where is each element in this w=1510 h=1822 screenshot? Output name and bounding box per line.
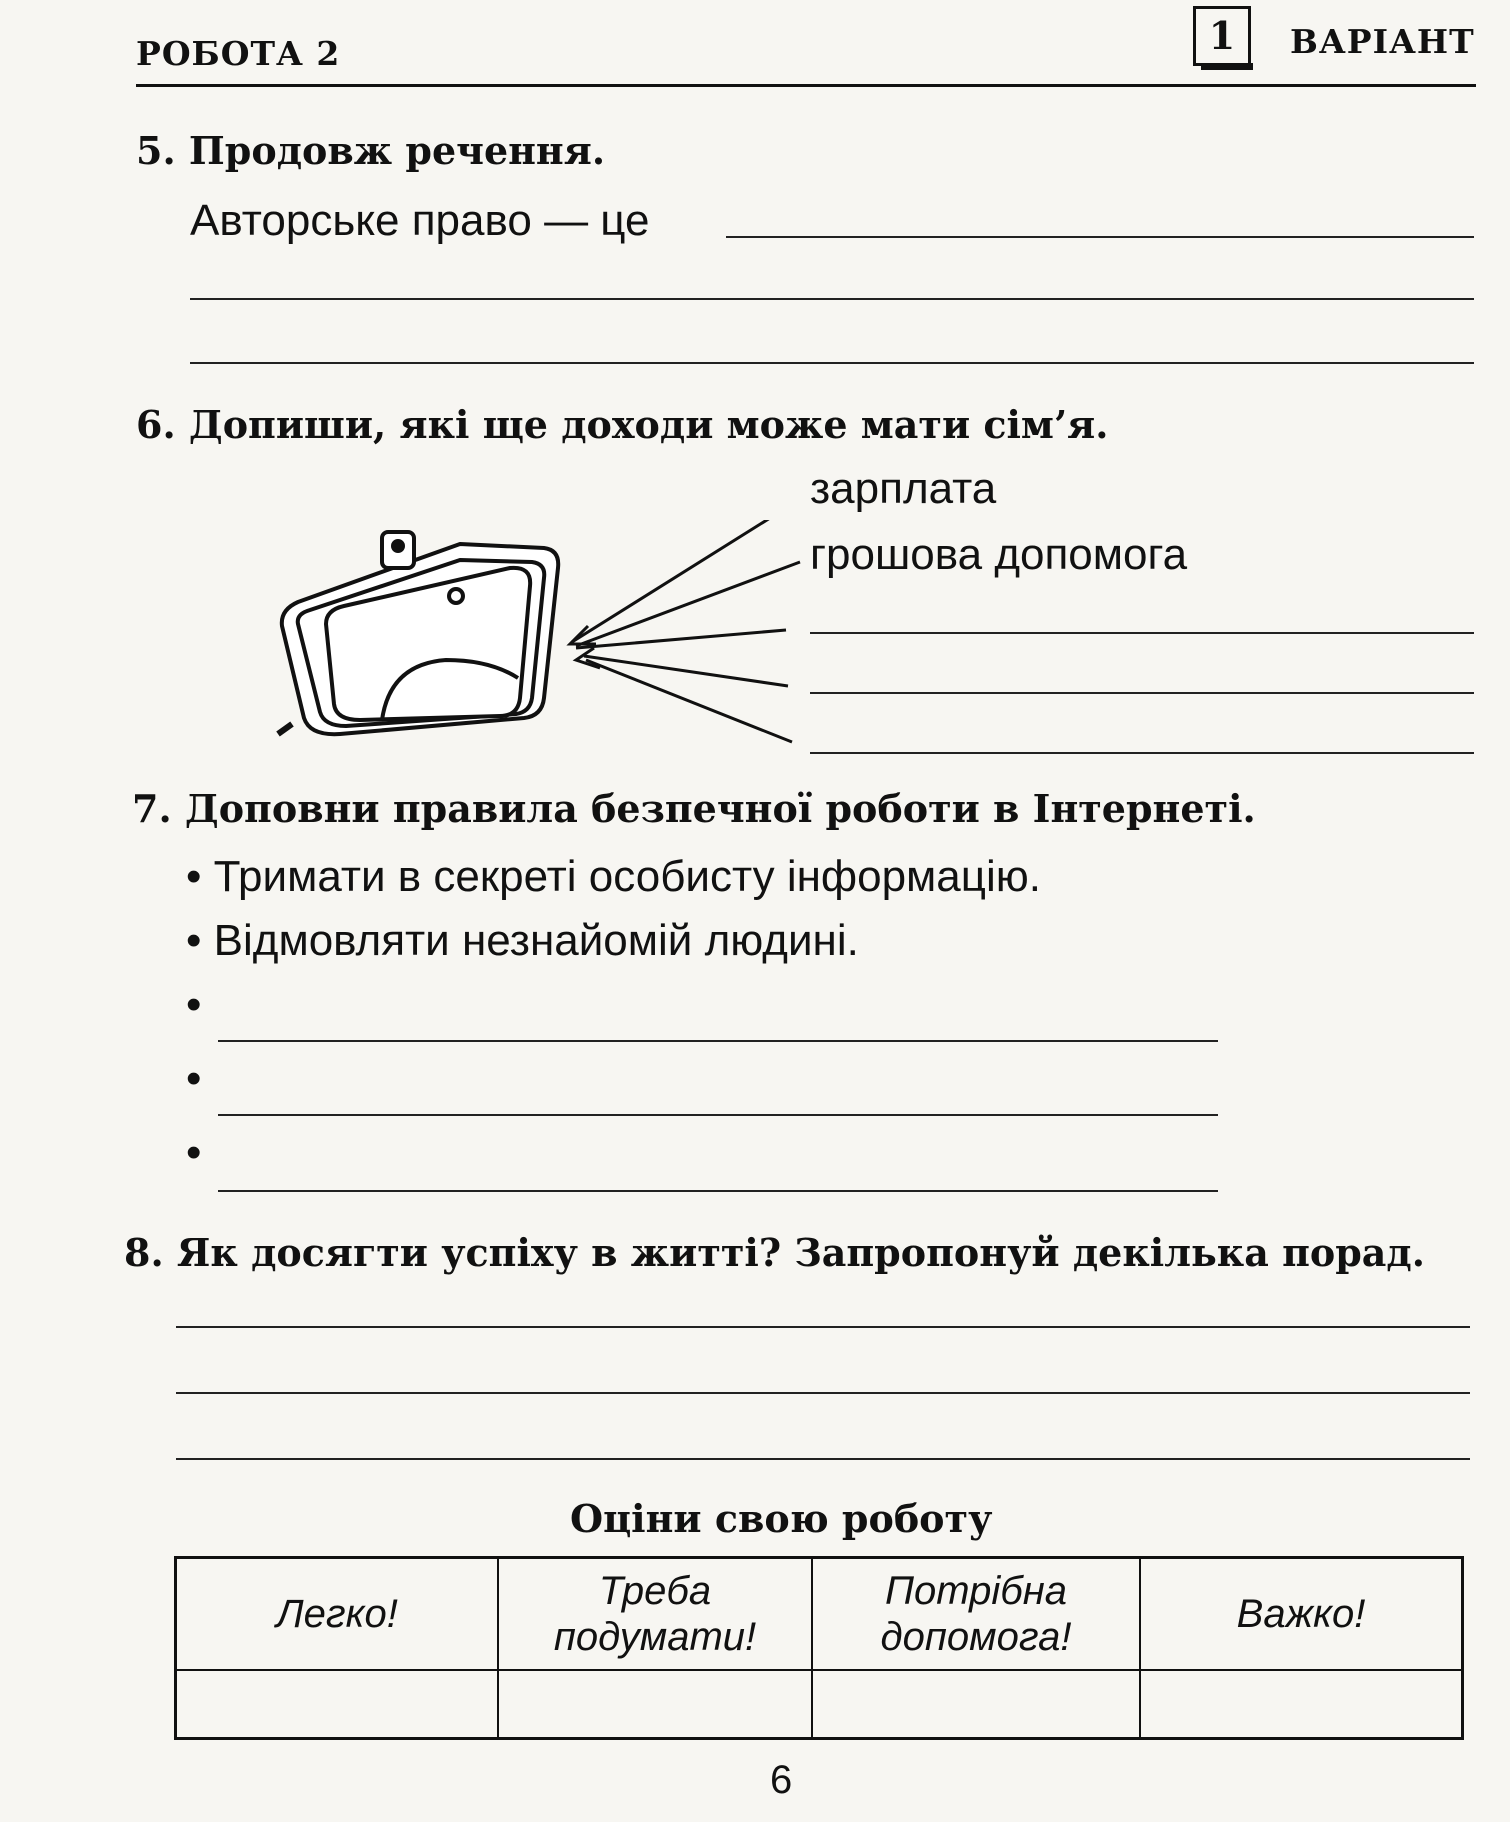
bullet: • — [186, 852, 202, 901]
wallet-icon — [278, 532, 558, 734]
rule-text-1: Тримати в секреті особисту інформацію. — [213, 852, 1041, 901]
work-title: РОБОТА 2 — [136, 34, 341, 73]
task8-answer-line-2[interactable] — [176, 1392, 1470, 1394]
header-rule — [136, 84, 1476, 87]
task8-answer-line-1[interactable] — [176, 1326, 1470, 1328]
rule-answer-line-2[interactable] — [218, 1114, 1218, 1116]
evaluation-mark-hard[interactable] — [1141, 1671, 1461, 1737]
income-answer-line-2[interactable] — [810, 692, 1474, 694]
wallet-illustration — [270, 520, 830, 750]
task5-prompt: 5. Продовж речення. — [136, 128, 606, 173]
rule-text-2: Відмовляти незнайомій людині. — [213, 916, 859, 965]
evaluation-mark-easy[interactable] — [177, 1671, 499, 1737]
rule-item-1 — [186, 852, 1041, 902]
variant-label: ВАРІАНТ — [1290, 22, 1475, 61]
evaluation-mark-help[interactable] — [813, 1671, 1141, 1737]
evaluation-mark-think[interactable] — [499, 1671, 813, 1737]
task5-answer-line-2[interactable] — [190, 298, 1474, 300]
task8-answer-line-3[interactable] — [176, 1458, 1470, 1460]
task5-sentence-start: Авторське право — це — [190, 196, 650, 245]
evaluation-title: Оціни свою роботу — [570, 1496, 993, 1541]
task7-prompt: 7. Доповни правила безпечної роботи в Інтернеті. — [132, 786, 1256, 831]
arrows — [570, 520, 802, 742]
variant-box-shadow — [1201, 63, 1253, 70]
rule-answer-line-1[interactable] — [218, 1040, 1218, 1042]
evaluation-option-easy: Легко! — [177, 1559, 499, 1671]
rule-bullet-5: • — [186, 1128, 202, 1177]
income-answer-line-3[interactable] — [810, 752, 1474, 754]
income-item-2: грошова допомога — [810, 530, 1188, 579]
variant-number-box: 1 — [1193, 6, 1251, 66]
rule-bullet-4: • — [186, 1054, 202, 1103]
income-item-1: зарплата — [810, 464, 997, 513]
rule-item-2 — [186, 916, 859, 966]
task5-answer-line-3[interactable] — [190, 362, 1474, 364]
evaluation-option-help: Потрібна допомога! — [813, 1559, 1141, 1671]
rule-bullet-3: • — [186, 980, 202, 1029]
task5-answer-line-1[interactable] — [726, 236, 1474, 238]
evaluation-option-hard: Важко! — [1141, 1559, 1461, 1671]
page-number: 6 — [770, 1758, 793, 1802]
evaluation-option-think: Треба подумати! — [499, 1559, 813, 1671]
evaluation-table — [174, 1556, 1464, 1740]
rule-answer-line-3[interactable] — [218, 1190, 1218, 1192]
income-answer-line-1[interactable] — [810, 632, 1474, 634]
bullet: • — [186, 916, 202, 965]
task8-prompt: 8. Як досягти успіху в житті? Запропонуй декілька порад. — [124, 1230, 1425, 1275]
task6-prompt: 6. Допиши, які ще доходи може мати сім’я. — [136, 402, 1109, 447]
